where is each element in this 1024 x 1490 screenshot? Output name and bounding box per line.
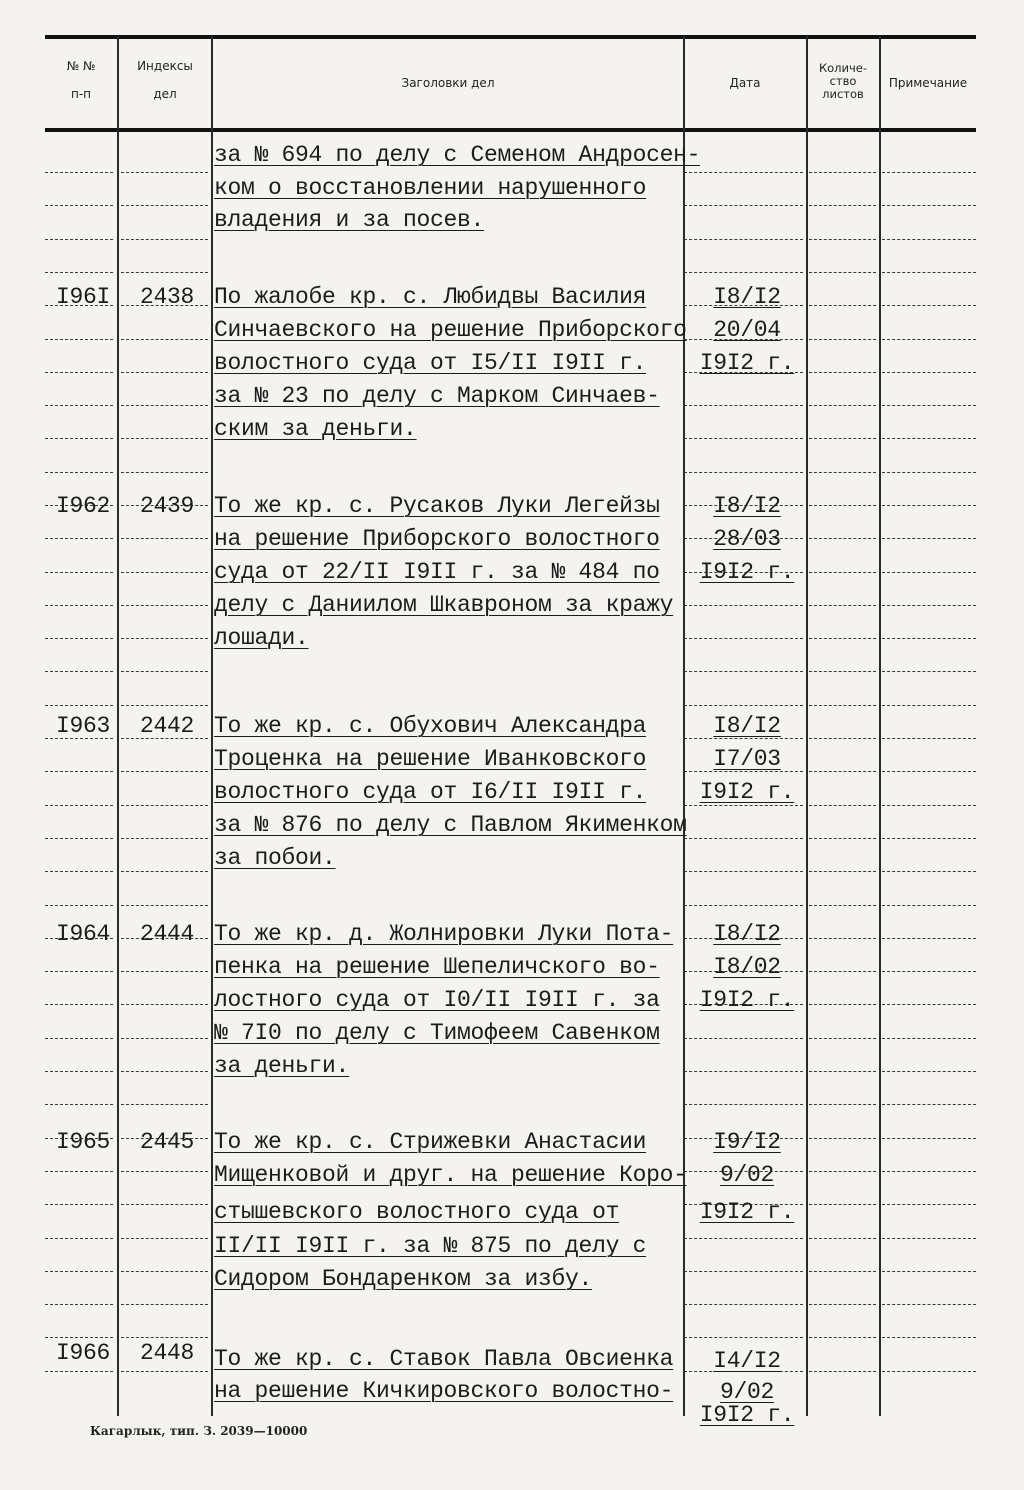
rule-line [882, 239, 976, 241]
rule-line [882, 205, 976, 207]
rule-line [121, 771, 208, 773]
rule-line [882, 838, 976, 840]
entry-1-number: I96I [55, 284, 110, 310]
rule-line [882, 871, 976, 873]
rule-line [684, 272, 803, 274]
rule-line [809, 971, 876, 973]
rule-line [45, 239, 113, 241]
rule-line [684, 1337, 803, 1339]
rule-line [121, 805, 208, 807]
entry-4-date-1: I8/02 [713, 954, 781, 980]
rule-line [45, 838, 113, 840]
rule-line [121, 472, 208, 474]
entry-4-line-3: № 7I0 по делу с Тимофеем Савенком [214, 1020, 660, 1046]
entry-1-line-4: ским за деньги. [214, 416, 417, 442]
rule-line [882, 671, 976, 673]
rule-line [882, 538, 976, 540]
rule-line [684, 905, 803, 907]
rule-line [882, 272, 976, 274]
rule-line [684, 205, 803, 207]
rule-line [684, 605, 803, 607]
entry-4-date-2: I9I2 г. [699, 987, 795, 1013]
header-count-2: ство [829, 74, 857, 89]
rule-line [882, 971, 976, 973]
rule-line [809, 239, 876, 241]
rule-line [882, 805, 976, 807]
rule-line [882, 339, 976, 341]
rule-line [882, 1271, 976, 1273]
entry-2-line-1: на решение Приборского волостного [214, 526, 660, 552]
entry-6-line-0: То же кр. с. Ставок Павла Овсиенка [214, 1346, 674, 1372]
rule-line [684, 472, 803, 474]
rule-line [882, 1171, 976, 1173]
rule-line [882, 905, 976, 907]
rule-line [684, 1238, 803, 1240]
rule-line [684, 871, 803, 873]
col-divider-3 [683, 36, 685, 1416]
rule-line [882, 505, 976, 507]
rule-line [882, 1004, 976, 1006]
rule-line [45, 172, 113, 174]
entry-3-number: I963 [55, 713, 110, 739]
rule-line [684, 671, 803, 673]
entry-4-line-4: за деньги. [214, 1053, 350, 1079]
entry-2-line-2: суда от 22/II I9II г. за № 484 по [214, 559, 660, 585]
rule-line [809, 671, 876, 673]
header-num-label: № № [66, 59, 96, 73]
rule-line [882, 705, 976, 707]
entry-5-line-2: стышевского волостного суда от [214, 1199, 620, 1225]
rule-line [809, 771, 876, 773]
header-index-sub: дел [153, 86, 177, 101]
rule-line [882, 1138, 976, 1140]
col-divider-4 [806, 36, 808, 1416]
entry-3-line-3: за № 876 по делу с Павлом Якименком [214, 812, 687, 838]
rule-line [45, 905, 113, 907]
rule-line [121, 1038, 208, 1040]
rule-line [121, 638, 208, 640]
entry-2-number: I962 [55, 493, 110, 519]
rule-line [809, 305, 876, 307]
rule-line [121, 1238, 208, 1240]
entry-6-date-0: I4/I2 [713, 1348, 781, 1374]
rule-line [882, 1204, 976, 1206]
entry-3-date-1: I7/03 [713, 746, 781, 772]
rule-line [45, 705, 113, 707]
rule-line [45, 671, 113, 673]
rule-line [121, 205, 208, 207]
rule-line [684, 1038, 803, 1040]
header-count-3: листов [822, 87, 864, 102]
rule-line [121, 905, 208, 907]
rule-line [882, 1104, 976, 1106]
rule-line [882, 305, 976, 307]
entry-6-index: 2448 [139, 1340, 194, 1366]
rule-line [45, 538, 113, 540]
entry-2-line-3: делу с Даниилом Шкавроном за кражу [214, 592, 674, 618]
rule-line [121, 372, 208, 374]
rule-line [882, 738, 976, 740]
rule-line [809, 372, 876, 374]
printer-imprint: Кагарлык, тип. З. 2039—10000 [90, 1424, 308, 1438]
rule-line [45, 405, 113, 407]
rule-line [809, 1171, 876, 1173]
rule-line [809, 1204, 876, 1206]
header-index [120, 60, 210, 102]
entry-1-date-2: I9I2 г. [699, 350, 795, 376]
rule-line [45, 805, 113, 807]
header-date: Дата [729, 76, 761, 90]
entry-6-date-2: I9I2 г. [699, 1402, 795, 1428]
entry-5-date-1: 9/02 [719, 1162, 774, 1188]
entry-6-date-1: 9/02 [719, 1379, 774, 1405]
rule-line [121, 1371, 208, 1373]
rule-line [45, 638, 113, 640]
header-index-label: Индексы [137, 59, 193, 73]
rule-line [45, 272, 113, 274]
entry-5-number: I965 [55, 1129, 110, 1155]
entry-3-line-2: волостного суда от I6/II I9II г. [214, 779, 647, 805]
header-count [808, 62, 878, 102]
entry-1-date-0: I8/I2 [713, 284, 781, 310]
rule-line [882, 638, 976, 640]
entry-1-line-2: волостного суда от I5/II I9II г. [214, 350, 647, 376]
rule-line [882, 1071, 976, 1073]
rule-line [121, 705, 208, 707]
rule-line [684, 838, 803, 840]
rule-line [809, 705, 876, 707]
rule-line [809, 905, 876, 907]
entry-3-line-1: Троценка на решение Иванковского [214, 746, 647, 772]
col-divider-5 [879, 36, 881, 1416]
rule-line [45, 971, 113, 973]
rule-line [809, 805, 876, 807]
header-title: Заголовки дел [401, 76, 495, 90]
rule-line [684, 638, 803, 640]
rule-line [45, 339, 113, 341]
rule-line [809, 438, 876, 440]
entry-2-index: 2439 [139, 493, 194, 519]
rule-line [882, 1337, 976, 1339]
entry-5-line-3: II/II I9II г. за № 875 по делу с [214, 1233, 647, 1259]
rule-line [121, 838, 208, 840]
rule-line [684, 239, 803, 241]
entry-5-line-0: То же кр. с. Стрижевки Анастасии [214, 1129, 647, 1155]
rule-line [882, 472, 976, 474]
rule-line [882, 1038, 976, 1040]
rule-line [45, 1271, 113, 1273]
rule-line [45, 1204, 113, 1206]
rule-line [121, 1271, 208, 1273]
entry-5-line-4: Сидором Бондаренком за избу. [214, 1266, 593, 1292]
rule-line [45, 1071, 113, 1073]
entry-1-index: 2438 [139, 284, 194, 310]
rule-line [45, 1038, 113, 1040]
rule-line [121, 671, 208, 673]
entry-0-line-0: за № 694 по делу с Семеном Андросен- [214, 142, 701, 168]
rule-line [684, 1271, 803, 1273]
entry-2-line-0: То же кр. с. Русаков Луки Легейзы [214, 493, 660, 519]
rule-line [809, 1071, 876, 1073]
rule-line [121, 1204, 208, 1206]
rule-line [809, 605, 876, 607]
rule-line [882, 1238, 976, 1240]
entry-5-line-1: Мищенковой и друг. на решение Коро- [214, 1162, 687, 1188]
rule-line [684, 705, 803, 707]
header-bottom-rule [45, 128, 976, 132]
rule-line [809, 572, 876, 574]
rule-line [121, 605, 208, 607]
rule-line [882, 1371, 976, 1373]
entry-2-date-2: I9I2 г. [699, 559, 795, 585]
rule-line [121, 339, 208, 341]
rule-line [882, 938, 976, 940]
rule-line [684, 405, 803, 407]
rule-line [121, 1304, 208, 1306]
rule-line [809, 1304, 876, 1306]
rule-line [684, 172, 803, 174]
rule-line [809, 1038, 876, 1040]
rule-line [45, 871, 113, 873]
header-count-1: Количе- [818, 61, 868, 75]
rule-line [809, 538, 876, 540]
rule-line [121, 272, 208, 274]
rule-line [684, 1071, 803, 1073]
entry-4-number: I964 [55, 921, 110, 947]
entry-1-line-1: Синчаевского на решение Приборского [214, 317, 687, 343]
entry-4-line-2: лостного суда от I0/II I9II г. за [214, 987, 660, 1013]
entry-1-date-1: 20/04 [713, 317, 781, 343]
entry-0-line-1: ком о восстановлении нарушенного [214, 175, 647, 201]
entry-4-line-1: пенка на решение Шепеличского во- [214, 954, 660, 980]
rule-line [882, 771, 976, 773]
rule-line [809, 405, 876, 407]
rule-line [809, 339, 876, 341]
rule-line [121, 1171, 208, 1173]
entry-3-line-0: То же кр. с. Обухович Александра [214, 713, 647, 739]
entry-0-line-2: владения и за посев. [214, 207, 485, 233]
entry-6-number: I966 [55, 1340, 110, 1366]
rule-line [121, 572, 208, 574]
rule-line [809, 871, 876, 873]
rule-line [882, 405, 976, 407]
entry-5-index: 2445 [139, 1129, 194, 1155]
rule-line [809, 1004, 876, 1006]
entry-3-date-2: I9I2 г. [699, 779, 795, 805]
rule-line [809, 205, 876, 207]
rule-line [684, 1104, 803, 1106]
rule-line [45, 1371, 113, 1373]
rule-line [121, 971, 208, 973]
rule-line [882, 1304, 976, 1306]
entry-3-index: 2442 [139, 713, 194, 739]
rule-line [809, 1238, 876, 1240]
header-num-sub: п-п [70, 86, 92, 101]
rule-line [809, 1138, 876, 1140]
entry-3-line-4: за побои. [214, 845, 336, 871]
entry-2-date-0: I8/I2 [713, 493, 781, 519]
rule-line [809, 638, 876, 640]
rule-line [684, 438, 803, 440]
rule-line [45, 1004, 113, 1006]
entry-1-line-3: за № 23 по делу с Марком Синчаев- [214, 383, 660, 409]
rule-line [45, 1238, 113, 1240]
entry-6-line-1: на решение Кичкировского волостно- [214, 1378, 674, 1404]
rule-line [882, 605, 976, 607]
rule-line [45, 1104, 113, 1106]
rule-line [45, 438, 113, 440]
rule-line [809, 1371, 876, 1373]
entry-2-line-4: лошади. [214, 625, 309, 651]
rule-line [809, 1337, 876, 1339]
rule-line [45, 372, 113, 374]
rule-line [45, 771, 113, 773]
rule-line [121, 438, 208, 440]
rule-line [121, 1071, 208, 1073]
entry-2-date-1: 28/03 [713, 526, 781, 552]
rule-line [809, 505, 876, 507]
rule-line [45, 1304, 113, 1306]
rule-line [882, 572, 976, 574]
rule-line [809, 838, 876, 840]
rule-line [121, 172, 208, 174]
rule-line [684, 1304, 803, 1306]
rule-line [45, 205, 113, 207]
rule-line [121, 538, 208, 540]
rule-line [809, 738, 876, 740]
rule-line [121, 1104, 208, 1106]
entry-5-date-2: I9I2 г. [699, 1199, 795, 1225]
rule-line [809, 472, 876, 474]
rule-line [809, 938, 876, 940]
rule-line [809, 172, 876, 174]
entry-4-date-0: I8/I2 [713, 921, 781, 947]
rule-line [45, 605, 113, 607]
rule-line [45, 1171, 113, 1173]
header-notes: Примечание [888, 76, 968, 90]
entry-3-date-0: I8/I2 [713, 713, 781, 739]
rule-line [882, 172, 976, 174]
rule-line [809, 1271, 876, 1273]
rule-line [121, 871, 208, 873]
rule-line [121, 1004, 208, 1006]
rule-line [121, 239, 208, 241]
top-rule [45, 35, 976, 39]
rule-line [45, 472, 113, 474]
entry-1-line-0: По жалобе кр. с. Любидвы Василия [214, 284, 647, 310]
entry-4-line-0: То же кр. д. Жолнировки Луки Пота- [214, 921, 674, 947]
header-num [48, 60, 114, 102]
rule-line [882, 372, 976, 374]
rule-line [809, 1104, 876, 1106]
rule-line [121, 405, 208, 407]
entry-4-index: 2444 [139, 921, 194, 947]
entry-5-date-0: I9/I2 [713, 1129, 781, 1155]
rule-line [882, 438, 976, 440]
rule-line [45, 572, 113, 574]
rule-line [809, 272, 876, 274]
